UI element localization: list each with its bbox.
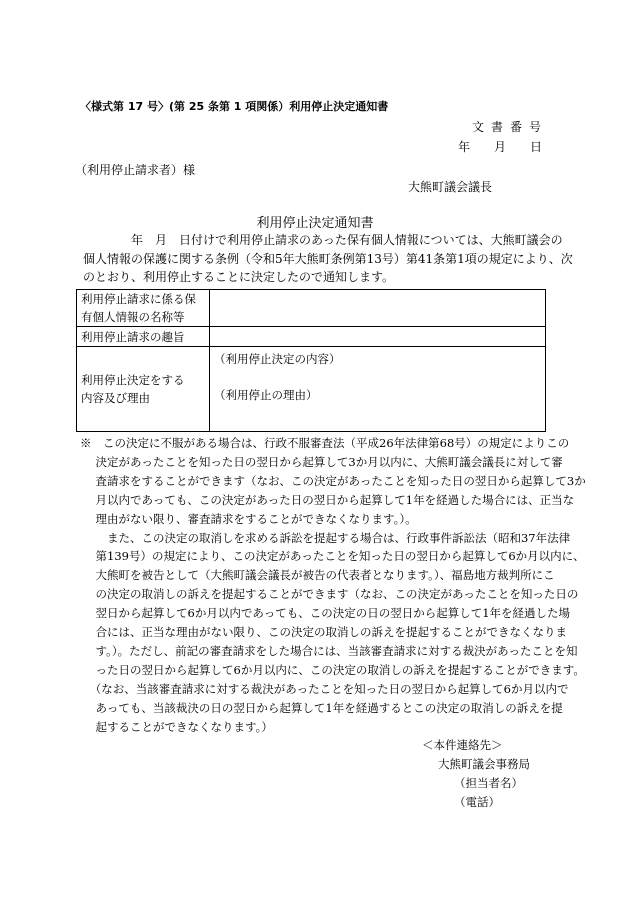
notice-line: ※ この決定に不服がある場合は、行政不服審査法（平成26年法律第68号）の規定によりこの	[80, 436, 570, 450]
notice-line: また、この決定の取消しを求める訴訟を提起する場合は、行政事件訴訟法（昭和37年法律	[84, 530, 571, 545]
table-value-cell	[210, 327, 546, 347]
intro-paragraph	[83, 231, 573, 287]
row3-label-line2: 内容及び理由	[81, 391, 150, 405]
contact-block	[422, 736, 530, 812]
row1-label-line2: 有個人情報の名称等	[81, 310, 185, 324]
table-label-cell	[77, 290, 210, 327]
notice-line: 大熊町を被告として（大熊町議会議長が被告の代表者となります。）、福島地方裁判所にこ	[84, 568, 555, 583]
document-title: 利用停止決定通知書	[256, 216, 374, 231]
notice-line: 起することができなくなります。）	[84, 719, 273, 734]
sender: 大熊町議会議長	[407, 180, 492, 194]
intro-line: のとおり、利用停止することに決定したので通知します。	[83, 270, 395, 284]
date-line: 年 月 日	[457, 140, 548, 154]
intro-line: 年 月 日付けで利用停止請求のあった保有個人情報については、大熊町議会の	[83, 233, 563, 247]
notice-line: った日の翌日から起算して6か月以内に、この決定の取消しの訴えを提起することができます。	[84, 662, 585, 677]
form-label: 〈様式第 17 号〉(第 25 条第 1 項関係）利用停止決定通知書	[80, 100, 389, 113]
notice-line: 第139号）の規定により、この決定があったことを知った日の翌日から起算して6か月以内に、	[84, 549, 585, 564]
decision-table	[76, 289, 546, 432]
intro-line: 個人情報の保護に関する条例（令和5年大熊町条例第13号）第41条第1項の規定により、次	[83, 251, 573, 266]
document-number: 文書番号	[471, 120, 548, 134]
recipient: （利用停止請求者）様	[75, 163, 196, 177]
row2-label: 利用停止請求の趣旨	[77, 327, 210, 347]
contact-phone: （電話）	[454, 795, 500, 809]
row3-label-line1: 利用停止決定をする	[81, 373, 185, 387]
decision-reason-label: （利用停止の理由）	[214, 388, 318, 402]
notice-line: 合には、正当な理由がない限り、この決定の取消しの訴えを提起することができなくなりま	[84, 625, 567, 640]
notice-line: 理由がない限り、審査請求をすることができなくなります。）。	[84, 511, 417, 526]
appeal-notice	[80, 434, 586, 737]
row1-label-line1: 利用停止請求に係る保	[81, 292, 196, 306]
contact-person: （担当者名）	[454, 776, 523, 790]
notice-line: あっても、当該裁決の日の翌日から起算して1年を経過するとこの決定の取消しの訴えを提	[84, 700, 563, 715]
table-value-cell	[210, 347, 546, 432]
notice-line: 翌日から起算して6か月以内であっても、この決定の日の翌日から起算して1年を経過した場	[84, 606, 571, 621]
notice-line: （なお、当該審査請求に対する裁決があったことを知った日の翌日から起算して6か月以内で	[84, 681, 569, 696]
table-row	[77, 347, 546, 432]
table-row	[77, 327, 546, 347]
table-label-cell	[77, 347, 210, 432]
notice-line: 査請求をすることができます（なお、この決定があったことを知った日の翌日から起算して3か	[84, 473, 586, 488]
contact-office: 大熊町議会事務局	[438, 757, 530, 771]
notice-line: す。）。ただし、前記の審査請求をした場合には、当該審査請求に対する裁決があったことを知	[84, 643, 578, 658]
table-row	[77, 290, 546, 327]
notice-line: 決定があったことを知った日の翌日から起算して3か月以内に、大熊町議会議長に対して審	[84, 454, 563, 469]
table-value-cell	[210, 290, 546, 327]
decision-content-label: （利用停止決定の内容）	[214, 352, 341, 366]
notice-line: 月以内であっても、この決定があった日の翌日から起算して1年を経過した場合には、正当な	[84, 492, 575, 507]
notice-line: の決定の取消しの訴えを提起することができます（なお、この決定があったことを知った日の	[84, 587, 579, 602]
contact-heading: ＜本件連絡先＞	[422, 738, 503, 752]
